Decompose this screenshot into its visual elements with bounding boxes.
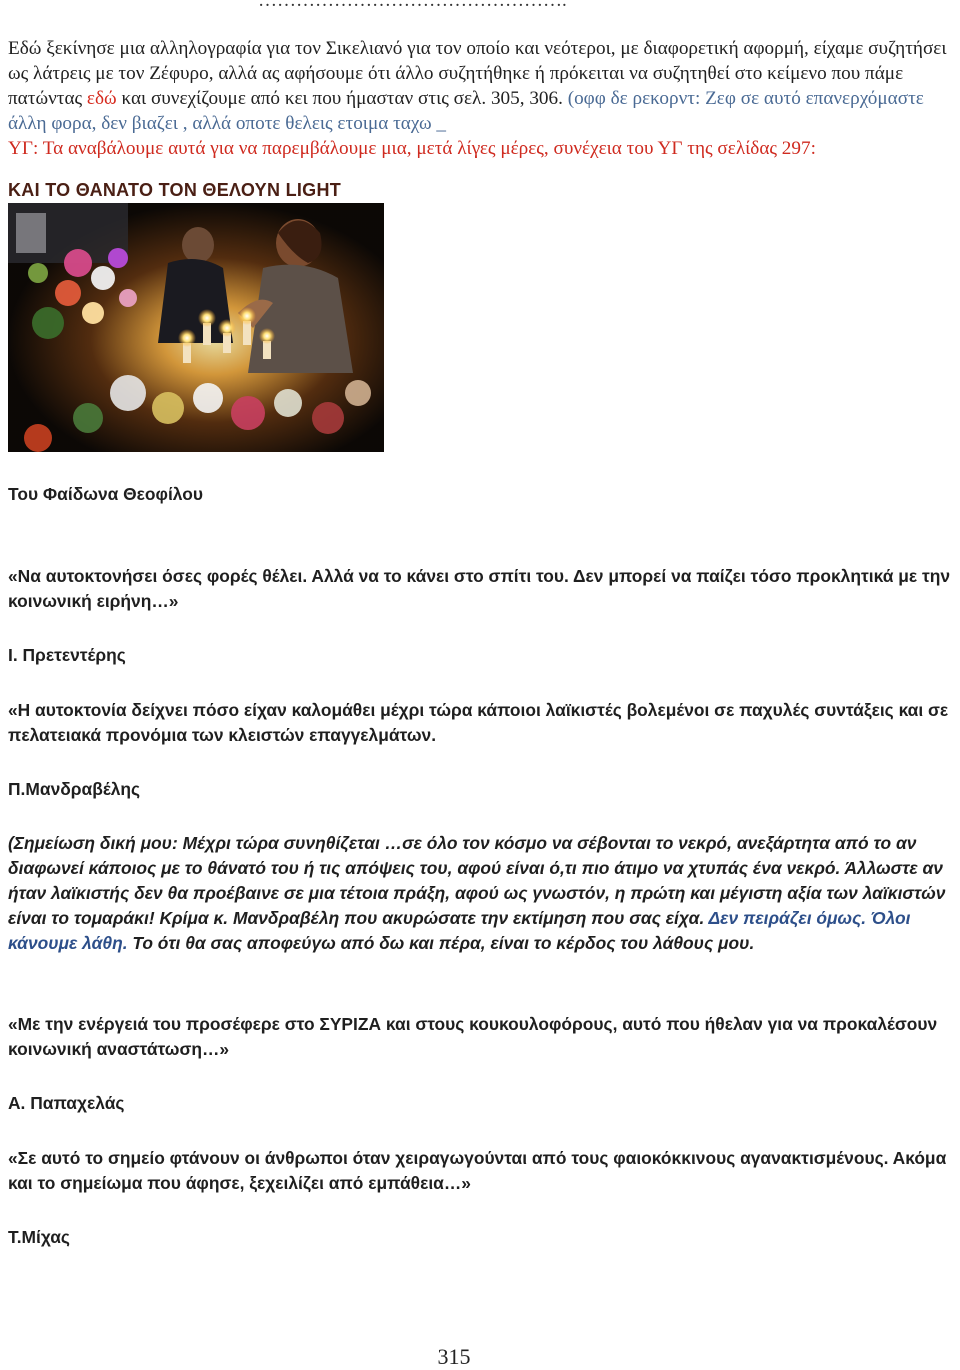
- intro-link[interactable]: εδώ: [86, 88, 117, 109]
- byline: Του Φαίδωνα Θεοφίλου: [8, 484, 204, 504]
- page-number: 315: [437, 1344, 471, 1369]
- candle-memorial-photo: [8, 203, 384, 452]
- quote-4-author: Τ.Μίχας: [8, 1227, 70, 1247]
- intro-continuation: ΥΓ: Τα αναβάλουμε αυτά για να παρεμβάλουμε μια, μετά λίγες μέρες, συνέχεια του ΥΓ της σελίδας 297:: [8, 138, 816, 159]
- quote-4: «Σε αυτό το σημείο φτάνουν οι άνθρωποι όταν χειραγωγούνται από τους φαιοκόκκινους αγανακτισμένους. Ακόμα και το σημείωμα που άφησε, ξεχειλίζει από εμπάθεια…»: [8, 1148, 947, 1193]
- intro-paragraph: [8, 36, 953, 161]
- personal-note: [8, 831, 956, 956]
- quote-3-author: Α. Παπαχελάς: [8, 1093, 125, 1113]
- note-text: (Σημείωση δική μου: Μέχρι τώρα συνηθίζεται …σε όλο τον κόσμο να σέβονται το νεκρό, ανεξάρτητα από το αν διαφωνεί κάποιος με το θάνατό του ή τις απόψεις του, αφού είναι ό,τι πιο άτιμο να χτυπάς ένα νεκρό. Άλλωστε αν ήταν λαϊκιστής δεν θα προέβαινε σε μια τέτοια πράξη, αφού ως γνωστόν, η πρώτη και μέγιστη αξία των λαϊκιστών είναι το τομαράκι! Κρίμα κ. Μανδραβέλη που ακυρώσατε την εκτίμηση που σας είχα.: [8, 833, 946, 928]
- intro-text: Εδώ ξεκίνησε μια αλληλογραφία για τον Σικελιανό για τον οποίο και νεότεροι, με διαφορετική αφορμή, είχαμε συζητήσει ως λάτρεις με τον Ζέφυρο, αλλά ας αφήσουμε ότι άλλο συζητήθηκε ή πρόκειται να συζητηθεί στο κείμενο που πάμε πατώντας: [8, 38, 947, 109]
- quote-3: «Με την ενέργειά του προσέφερε στο ΣΥΡΙΖΑ και στους κουκουλοφόρους, αυτό που ήθελαν για να προκαλέσουν κοινωνική αναστάτωση…»: [8, 1014, 938, 1059]
- separator-dots: ………………………………………….: [258, 0, 567, 11]
- quote-2-author: Π.Μανδραβέλης: [8, 779, 141, 799]
- article-headline: ΚΑΙ ΤΟ ΘΑΝΑΤΟ ΤΟΝ ΘΕΛΟΥΝ LIGHT: [8, 180, 342, 200]
- note-highlight: Δεν πειράζει όμως. Όλοι κάνουμε λάθη.: [8, 908, 911, 953]
- quote-2: «Η αυτοκτονία δείχνει πόσο είχαν καλομάθει μέχρι τώρα κάποιοι λαϊκιστές βολεμένοι σε παχυλές συντάξεις και σε πελατειακά προνόμια των κλειστών επαγγελμάτων.: [8, 700, 949, 745]
- intro-aside: (οφφ δε ρεκορντ: Ζεφ σε αυτό επανερχόμαστε άλλη φορα, δεν βιαζει , αλλά οποτε θελεις ετοιμα ταχω _: [8, 88, 924, 134]
- quote-1-author: Ι. Πρετεντέρης: [8, 645, 126, 665]
- intro-text-end: και συνεχίζουμε από κει που ήμασταν στις σελ. 305, 306.: [116, 88, 563, 109]
- note-text-end: Το ότι θα σας αποφεύγω από δω και πέρα, είναι το κέρδος του λάθους μου.: [127, 933, 755, 953]
- quote-1: «Να αυτοκτονήσει όσες φορές θέλει. Αλλά να το κάνει στο σπίτι του. Δεν μπορεί να παίζει τόσο προκλητικά με την κοινωνική ειρήνη…»: [8, 566, 950, 611]
